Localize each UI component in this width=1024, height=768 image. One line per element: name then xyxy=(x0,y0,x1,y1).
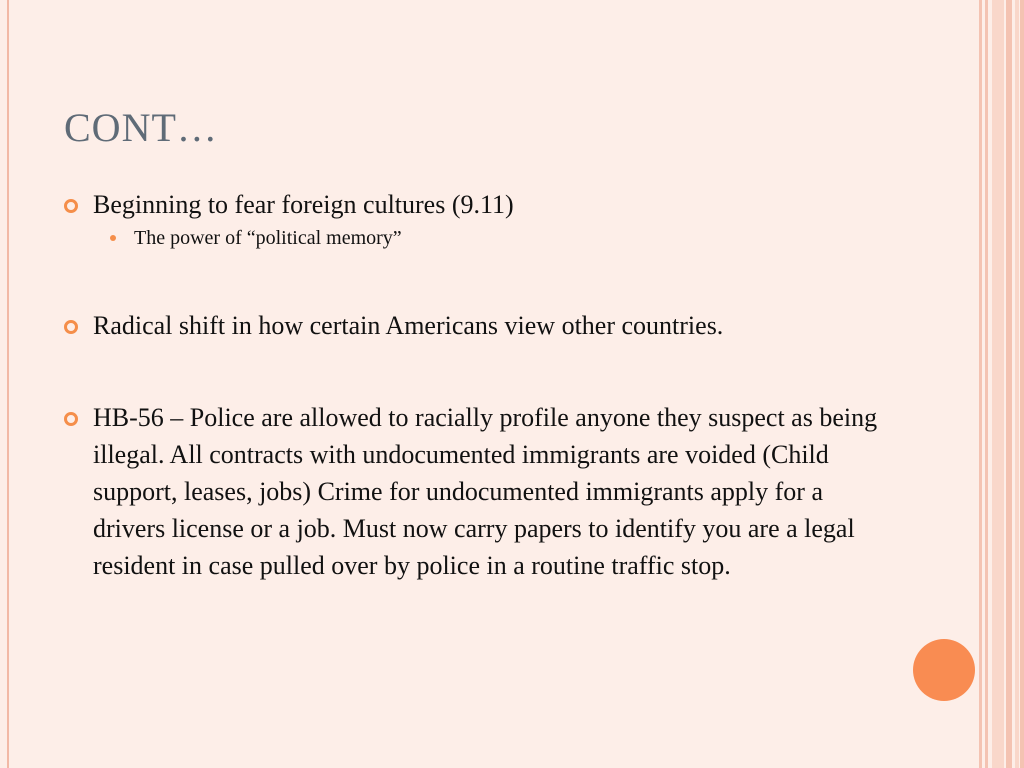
right-stripe xyxy=(1015,0,1019,768)
bullet-dot-icon xyxy=(110,235,116,241)
bullet-text: HB-56 – Police are allowed to racially profile anyone they suspect as being illegal. All contracts with undocumented immigrants are voided (Child support, leases, jobs) Crime for undocumented immigrants apply for a drivers license or a job. Must now carry papers to identify you are a legal resident in case pulled over by police in a routine traffic stop. xyxy=(93,403,878,580)
bullet-item xyxy=(64,399,884,584)
decorative-circle xyxy=(913,639,975,701)
right-stripe xyxy=(985,0,988,768)
bullet-item xyxy=(64,307,884,344)
right-stripe xyxy=(1020,0,1024,768)
right-stripe xyxy=(979,0,982,768)
bullet-ring-icon xyxy=(64,199,78,213)
sub-bullet-item xyxy=(64,224,884,252)
right-stripe xyxy=(992,0,1004,768)
right-stripe xyxy=(1006,0,1012,768)
bullet-ring-icon xyxy=(64,320,78,334)
sub-bullet-text: The power of “political memory” xyxy=(134,227,402,249)
slide-title: CONT… xyxy=(64,105,218,150)
bullet-text: Beginning to fear foreign cultures (9.11) xyxy=(93,190,514,219)
bullet-item xyxy=(64,186,884,223)
bullet-text: Radical shift in how certain Americans view other countries. xyxy=(93,311,724,340)
bullet-ring-icon xyxy=(64,412,78,426)
slide-content xyxy=(64,186,884,584)
left-border-line xyxy=(7,0,9,768)
